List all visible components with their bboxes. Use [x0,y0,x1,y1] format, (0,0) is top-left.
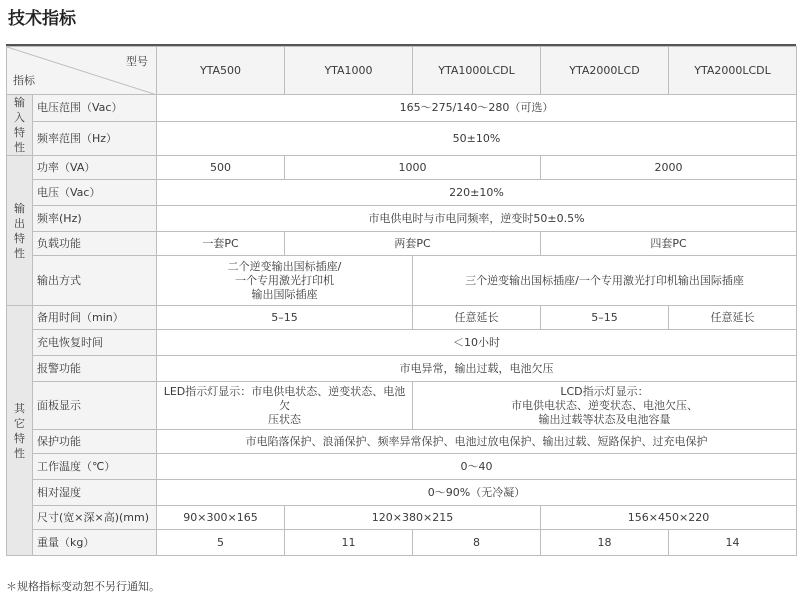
cell-line: 二个逆变输出国标插座/ [227,259,342,273]
corner-cell [7,47,157,95]
cell-value: 220±10% [157,180,797,206]
cell-value: 11 [285,530,413,556]
cell-value-socket-a [157,256,413,306]
table-row [7,530,797,556]
cell-value: ＜10小时 [157,330,797,356]
row-label: 报警功能 [33,356,157,382]
cell-line: 一个专用激光打印机 [235,273,334,287]
cell-value: 5–15 [541,306,669,330]
cell-value: 任意延长 [669,306,797,330]
row-label: 充电恢复时间 [33,330,157,356]
cell-line: 输出国际插座 [251,287,318,301]
cell-line: 压状态 [268,412,301,426]
row-label: 相对湿度 [33,480,157,506]
cell-line: 市电供电状态、逆变状态、电池欠压、 [511,398,698,412]
cell-value: 156×450×220 [541,506,797,530]
footnote: ＊规格指标变动恕不另行通知。 [6,580,160,593]
row-label: 重量（kg） [33,530,157,556]
row-label: 面板显示 [33,382,157,430]
row-label: 频率(Hz) [33,206,157,232]
table-row [7,382,797,430]
cell-line: LCD指示灯显示： [560,384,649,398]
cell-value: 1000 [285,156,541,180]
cell-value: 50±10% [157,122,797,156]
cell-value: 0～40 [157,454,797,480]
row-label: 输出方式 [33,256,157,306]
model-header: YTA2000LCD [541,47,669,95]
table-row [7,330,797,356]
cell-value: 市电供电时与市电同频率，逆变时50±0.5% [157,206,797,232]
row-label: 功率（VA） [33,156,157,180]
table-row [7,156,797,180]
row-label: 工作温度（℃） [33,454,157,480]
cell-value: 2000 [541,156,797,180]
cell-value: 165～275/140～280（可选） [157,95,797,122]
cell-value: 5 [157,530,285,556]
table-row [7,480,797,506]
cell-value: 5–15 [157,306,413,330]
cell-value: 120×380×215 [285,506,541,530]
cell-value: 90×300×165 [157,506,285,530]
cell-line: LED指示灯显示：市电供电状态、逆变状态、电池欠 [163,384,406,412]
cell-value: 18 [541,530,669,556]
table-row [7,180,797,206]
table-row [7,256,797,306]
row-label: 频率范围（Hz） [33,122,157,156]
cell-value-panel-led [157,382,413,430]
row-label: 备用时间（min） [33,306,157,330]
row-label: 电压范围（Vac） [33,95,157,122]
cell-value: 任意延长 [413,306,541,330]
cell-value: 一套PC [157,232,285,256]
cell-value: 三个逆变输出国标插座/一个专用激光打印机输出国际插座 [413,256,797,306]
table-row [7,356,797,382]
table-row [7,454,797,480]
cell-value: 500 [157,156,285,180]
row-label: 尺寸(宽×深×高)(mm) [33,506,157,530]
table-row [7,430,797,454]
model-header: YTA2000LCDL [669,47,797,95]
model-header: YTA500 [157,47,285,95]
corner-model-label: 型号 [126,55,148,68]
group-label-input: 输入特性 [7,95,33,156]
cell-line: 输出过载等状态及电池容量 [538,412,671,426]
cell-value: 14 [669,530,797,556]
page-title: 技术指标 [8,9,76,29]
cell-value-panel-lcd [413,382,797,430]
table-row [7,95,797,122]
cell-value: 市电陷落保护、浪涌保护、频率异常保护、电池过放电保护、输出过载、短路保护、过充电保护 [157,430,797,454]
group-label-other: 其它特性 [7,306,33,556]
table-row [7,122,797,156]
row-label: 保护功能 [33,430,157,454]
table-row [7,306,797,330]
group-label-output: 输出特性 [7,156,33,306]
row-label: 电压（Vac） [33,180,157,206]
cell-value: 两套PC [285,232,541,256]
cell-value: 四套PC [541,232,797,256]
table-row [7,206,797,232]
cell-value: 0～90%（无冷凝） [157,480,797,506]
table-row [7,506,797,530]
row-label: 负载功能 [33,232,157,256]
header-row [7,47,797,95]
cell-value: 市电异常，输出过载，电池欠压 [157,356,797,382]
spec-table [6,46,797,556]
model-header: YTA1000LCDL [413,47,541,95]
corner-spec-label: 指标 [13,74,35,87]
table-row [7,232,797,256]
cell-value: 8 [413,530,541,556]
model-header: YTA1000 [285,47,413,95]
